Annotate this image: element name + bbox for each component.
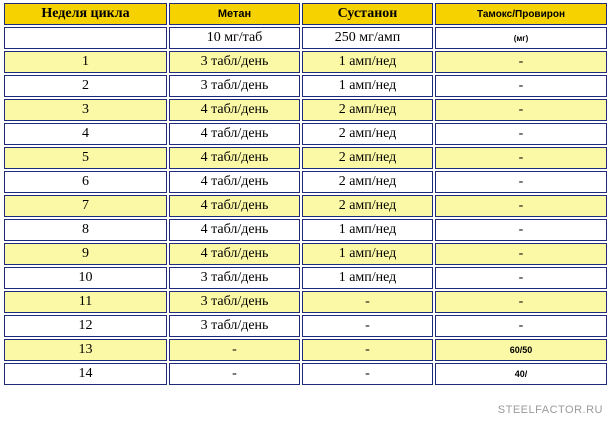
units-metan: 10 мг/таб bbox=[169, 27, 300, 49]
table-row bbox=[4, 195, 607, 217]
metan-cell: 3 табл/день bbox=[169, 291, 300, 313]
tamox-cell: - bbox=[435, 51, 607, 73]
tamox-cell: - bbox=[435, 315, 607, 337]
week-cell: 6 bbox=[4, 171, 167, 193]
table-row bbox=[4, 363, 607, 385]
watermark: STEELFACTOR.RU bbox=[497, 404, 603, 416]
week-cell: 5 bbox=[4, 147, 167, 169]
week-cell: 3 bbox=[4, 99, 167, 121]
units-week bbox=[4, 27, 167, 49]
tamox-cell: - bbox=[435, 147, 607, 169]
sustanon-cell: 2 амп/нед bbox=[302, 123, 433, 145]
cycle-table bbox=[2, 1, 609, 387]
metan-cell: 3 табл/день bbox=[169, 75, 300, 97]
sustanon-cell: 2 амп/нед bbox=[302, 147, 433, 169]
tamox-cell: 40/ bbox=[435, 363, 607, 385]
tamox-cell: - bbox=[435, 123, 607, 145]
metan-cell: 4 табл/день bbox=[169, 243, 300, 265]
header-metan: Метан bbox=[169, 3, 300, 25]
units-sustanon: 250 мг/амп bbox=[302, 27, 433, 49]
table-row bbox=[4, 267, 607, 289]
units-row bbox=[4, 27, 607, 49]
sustanon-cell: 1 амп/нед bbox=[302, 75, 433, 97]
tamox-cell: - bbox=[435, 267, 607, 289]
metan-cell: 4 табл/день bbox=[169, 147, 300, 169]
sustanon-cell: - bbox=[302, 291, 433, 313]
week-cell: 4 bbox=[4, 123, 167, 145]
sustanon-cell: 2 амп/нед bbox=[302, 99, 433, 121]
sustanon-cell: 2 амп/нед bbox=[302, 171, 433, 193]
tamox-cell: - bbox=[435, 99, 607, 121]
sustanon-cell: - bbox=[302, 363, 433, 385]
metan-cell: - bbox=[169, 339, 300, 361]
tamox-cell: - bbox=[435, 219, 607, 241]
header-row bbox=[4, 3, 607, 25]
metan-cell: 4 табл/день bbox=[169, 123, 300, 145]
tamox-cell: - bbox=[435, 171, 607, 193]
table-row bbox=[4, 339, 607, 361]
week-cell: 12 bbox=[4, 315, 167, 337]
metan-cell: 3 табл/день bbox=[169, 315, 300, 337]
header-sustanon: Сустанон bbox=[302, 3, 433, 25]
week-cell: 14 bbox=[4, 363, 167, 385]
week-cell: 8 bbox=[4, 219, 167, 241]
week-cell: 2 bbox=[4, 75, 167, 97]
week-cell: 1 bbox=[4, 51, 167, 73]
tamox-cell: - bbox=[435, 75, 607, 97]
sustanon-cell: 1 амп/нед bbox=[302, 219, 433, 241]
table-row bbox=[4, 291, 607, 313]
metan-cell: 3 табл/день bbox=[169, 267, 300, 289]
table-row bbox=[4, 75, 607, 97]
week-cell: 13 bbox=[4, 339, 167, 361]
tamox-cell: - bbox=[435, 195, 607, 217]
sustanon-cell: - bbox=[302, 339, 433, 361]
table-row bbox=[4, 147, 607, 169]
tamox-cell: - bbox=[435, 243, 607, 265]
header-week: Неделя цикла bbox=[4, 3, 167, 25]
sustanon-cell: 1 амп/нед bbox=[302, 267, 433, 289]
sustanon-cell: - bbox=[302, 315, 433, 337]
metan-cell: 3 табл/день bbox=[169, 51, 300, 73]
metan-cell: 4 табл/день bbox=[169, 171, 300, 193]
tamox-cell: 60/50 bbox=[435, 339, 607, 361]
sustanon-cell: 1 амп/нед bbox=[302, 243, 433, 265]
sustanon-cell: 1 амп/нед bbox=[302, 51, 433, 73]
week-cell: 10 bbox=[4, 267, 167, 289]
table-row bbox=[4, 315, 607, 337]
table-row bbox=[4, 219, 607, 241]
table-row bbox=[4, 51, 607, 73]
table-row bbox=[4, 243, 607, 265]
sustanon-cell: 2 амп/нед bbox=[302, 195, 433, 217]
table-row bbox=[4, 171, 607, 193]
table-row bbox=[4, 123, 607, 145]
units-tamox: (мг) bbox=[435, 27, 607, 49]
metan-cell: 4 табл/день bbox=[169, 219, 300, 241]
header-tamox-proviron: Тамокс/Провирон bbox=[435, 3, 607, 25]
week-cell: 9 bbox=[4, 243, 167, 265]
week-cell: 7 bbox=[4, 195, 167, 217]
metan-cell: 4 табл/день bbox=[169, 99, 300, 121]
table-row bbox=[4, 99, 607, 121]
tamox-cell: - bbox=[435, 291, 607, 313]
week-cell: 11 bbox=[4, 291, 167, 313]
metan-cell: - bbox=[169, 363, 300, 385]
metan-cell: 4 табл/день bbox=[169, 195, 300, 217]
